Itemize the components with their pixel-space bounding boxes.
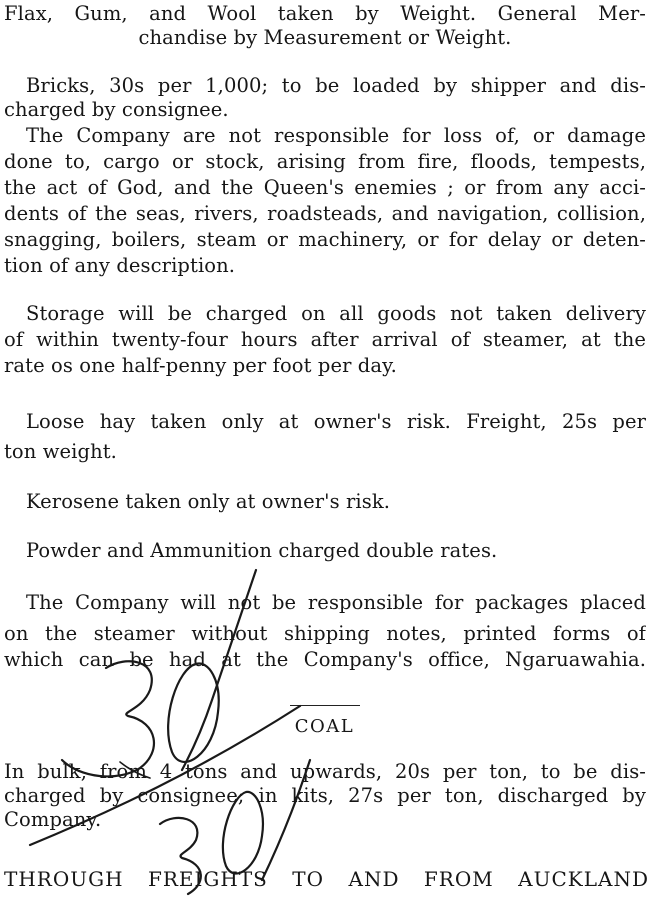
packages-line-3: which can be had at the Company's office, Ngaruawahia. (4, 648, 646, 671)
liability-line-5: snagging, boilers, steam or machinery, or for delay or deten- (4, 228, 646, 251)
section-divider (290, 705, 360, 706)
powder-line: Powder and Ammunition charged double rates. (26, 539, 498, 562)
storage-line-3: rate os one half-penny per foot per day. (4, 354, 397, 377)
storage-line-1: Storage will be charged on all goods not taken delivery (26, 302, 646, 325)
liability-line-4: dents of the seas, rivers, roadsteads, and navigation, collision, (4, 202, 646, 225)
packages-line-2: on the steamer without shipping notes, printed forms of (4, 622, 646, 645)
bricks-line-1: Bricks, 30s per 1,000; to be loaded by shipper and dis- (26, 74, 646, 97)
liability-line-6: tion of any description. (4, 254, 236, 277)
coal-line-3: Company. (4, 808, 102, 831)
through-freights-heading: THROUGH FREIGHTS TO AND FROM AUCKLAND (4, 867, 649, 891)
kerosene-line: Kerosene taken only at owner's risk. (26, 490, 391, 513)
hay-line-2: ton weight. (4, 440, 117, 463)
coal-heading: COAL (294, 716, 355, 737)
packages-line-1: The Company will not be responsible for packages placed (26, 591, 646, 614)
hay-line-1: Loose hay taken only at owner's risk. Freight, 25s per (26, 410, 646, 433)
coal-line-1: In bulk, from 4 tons and upwards, 20s per ton, to be dis- (4, 760, 646, 783)
opening-line-1: Flax, Gum, and Wool taken by Weight. General Mer- (4, 2, 646, 25)
opening-line-2: chandise by Measurement or Weight. (138, 26, 512, 49)
liability-line-2: done to, cargo or stock, arising from fire, floods, tempests, (4, 150, 646, 173)
coal-line-2: charged by consignee; in kits, 27s per ton, discharged by (4, 784, 646, 807)
bricks-line-2: charged by consignee. (4, 98, 229, 121)
liability-line-1: The Company are not responsible for loss of, or damage (26, 124, 646, 147)
storage-line-2: of within twenty-four hours after arrival of steamer, at the (4, 328, 646, 351)
handwritten-digit-zero (168, 663, 219, 761)
liability-line-3: the act of God, and the Queen's enemies ; or from any acci- (4, 176, 646, 199)
